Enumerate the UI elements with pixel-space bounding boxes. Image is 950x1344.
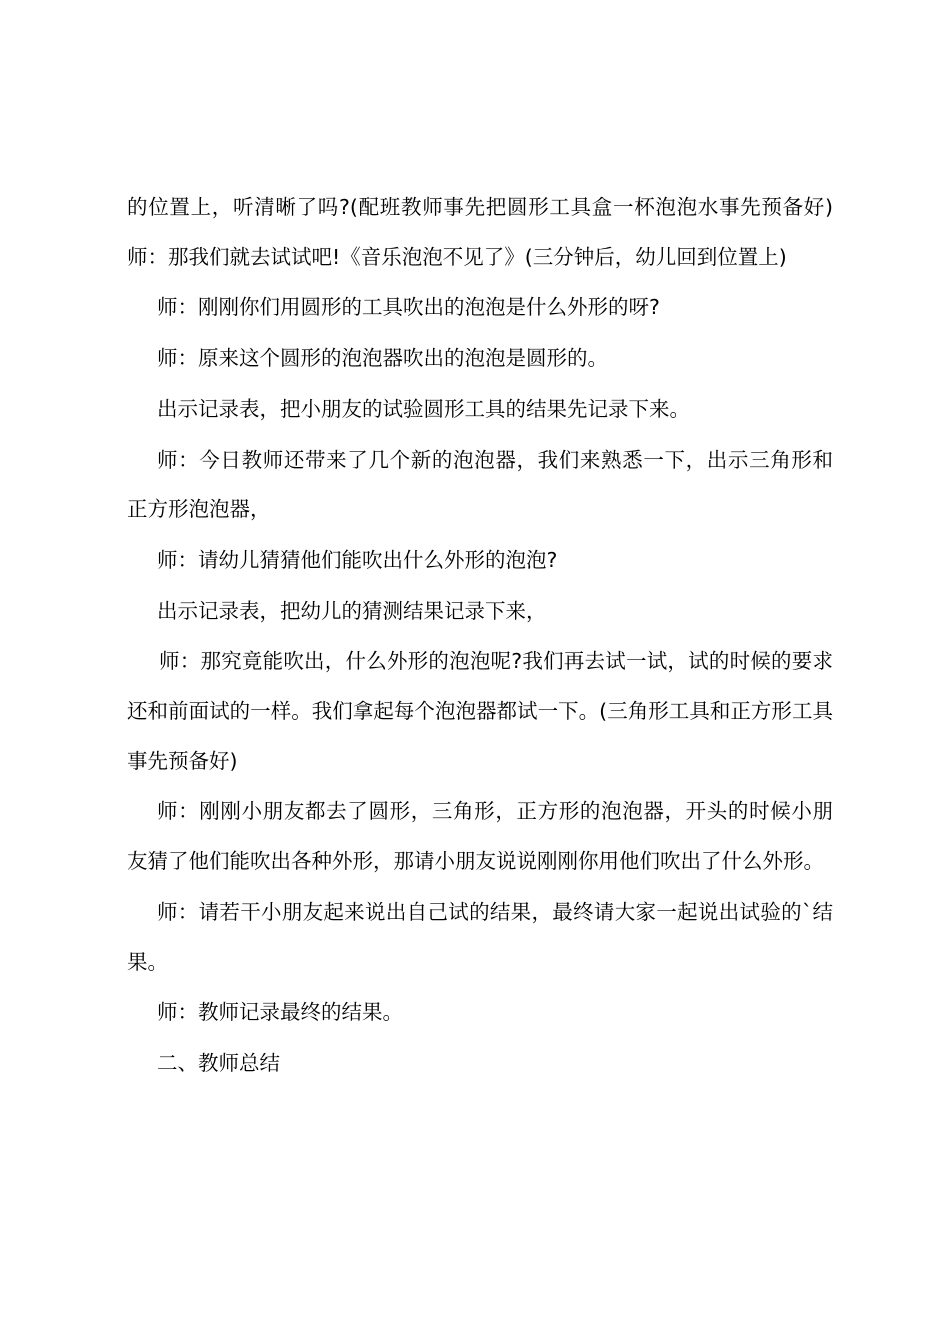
paragraph-9: 师：刚刚小朋友都去了圆形，三角形，正方形的泡泡器，开头的时候小朋友猜了他们能吹出各种外形，那请小朋友说说刚刚你用他们吹出了什么外形。	[127, 799, 833, 874]
paragraph-4: 出示记录表，把小朋友的试验圆形工具的结果先记录下来。	[157, 396, 690, 421]
paragraph-2: 师：刚刚你们用圆形的工具吹出的泡泡是什么外形的呀?	[157, 295, 660, 320]
paragraph-10: 师：请若干小朋友起来说出自己试的结果，最终请大家一起说出试验的`结果。	[127, 899, 833, 974]
paragraph-5: 师：今日教师还带来了几个新的泡泡器，我们来熟悉一下，出示三角形和正方形泡泡器，	[127, 447, 833, 522]
section-heading: 二、教师总结	[157, 1050, 280, 1075]
document-page	[127, 183, 833, 1090]
paragraph-6: 师：请幼儿猜猜他们能吹出什么外形的泡泡?	[157, 547, 558, 572]
paragraph-7: 出示记录表，把幼儿的猜测结果记录下来，	[157, 598, 547, 623]
paragraph-11: 师：教师记录最终的结果。	[157, 1000, 403, 1025]
paragraph-3: 师：原来这个圆形的泡泡器吹出的泡泡是圆形的。	[157, 346, 608, 371]
paragraph-1: 的位置上，听清晰了吗?(配班教师事先把圆形工具盒一杯泡泡水事先预备好)师：那我们就去试试吧!《音乐泡泡不见了》(三分钟后，幼儿回到位置上)	[127, 195, 833, 269]
paragraph-8: 师：那究竟能吹出，什么外形的泡泡呢?我们再去试一试，试的时候的要求还和前面试的一样。我们拿起每个泡泡器都试一下。(三角形工具和正方形工具事先预备好)	[127, 649, 833, 773]
